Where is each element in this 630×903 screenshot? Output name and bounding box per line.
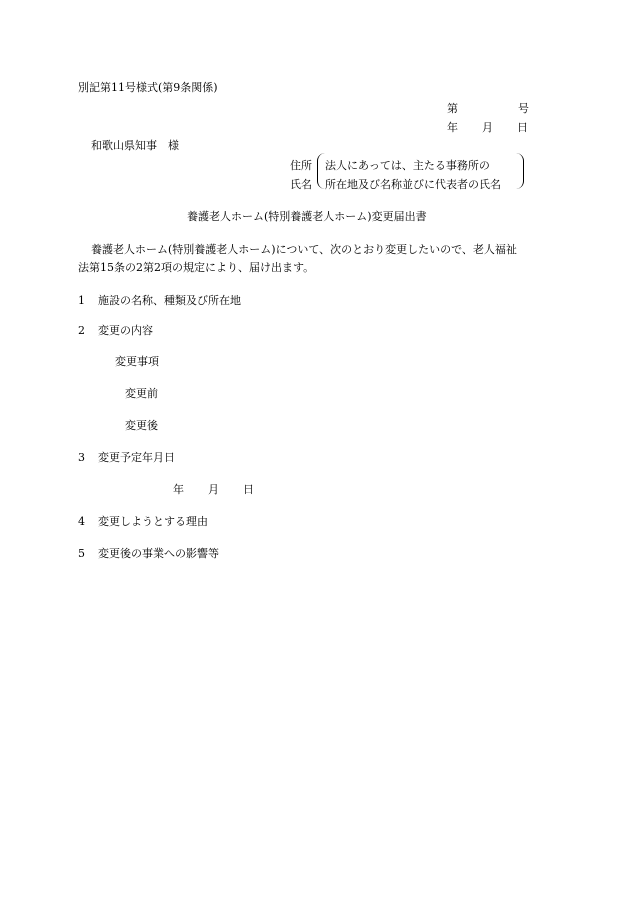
date-year-label: 年 bbox=[447, 121, 458, 134]
form-title: 別記第11号様式(第9条関係) bbox=[78, 81, 218, 94]
planned-date-year: 年 bbox=[173, 483, 184, 496]
doc-number-suffix: 号 bbox=[518, 102, 529, 115]
planned-date-day: 日 bbox=[243, 483, 254, 496]
body-text-line2: 法第15条の2第2項の規定により、届け出ます。 bbox=[78, 261, 315, 274]
applicant-note-line2: 所在地及び名称並びに代表者の氏名 bbox=[325, 178, 501, 191]
change-matter-label: 変更事項 bbox=[115, 355, 159, 368]
applicant-note-line1: 法人にあっては、主たる事務所の bbox=[325, 159, 490, 172]
item-2-label: 変更の内容 bbox=[98, 324, 153, 337]
address-label: 住所 bbox=[290, 159, 312, 172]
after-change-label: 変更後 bbox=[125, 419, 158, 432]
item-3-number: 3 bbox=[78, 451, 85, 464]
before-change-label: 変更前 bbox=[125, 387, 158, 400]
item-5-number: 5 bbox=[78, 547, 85, 560]
doc-number-prefix: 第 bbox=[447, 102, 458, 115]
addressee: 和歌山県知事 様 bbox=[91, 139, 179, 152]
document-heading: 養護老人ホーム(特別養護老人ホーム)変更届出書 bbox=[187, 210, 427, 223]
date-month-label: 月 bbox=[482, 121, 493, 134]
item-2-number: 2 bbox=[78, 324, 85, 337]
planned-date-month: 月 bbox=[208, 483, 219, 496]
date-day-label: 日 bbox=[517, 121, 528, 134]
item-4-number: 4 bbox=[78, 515, 85, 528]
name-label: 氏名 bbox=[290, 178, 312, 191]
item-3-label: 変更予定年月日 bbox=[98, 451, 175, 464]
item-5-label: 変更後の事業への影響等 bbox=[98, 547, 219, 560]
body-text-line1: 養護老人ホーム(特別養護老人ホーム)について、次のとおり変更したいので、老人福祉 bbox=[91, 243, 517, 256]
item-1-label: 施設の名称、種類及び所在地 bbox=[98, 294, 241, 307]
item-4-label: 変更しようとする理由 bbox=[98, 515, 208, 528]
item-1-number: 1 bbox=[78, 294, 85, 307]
